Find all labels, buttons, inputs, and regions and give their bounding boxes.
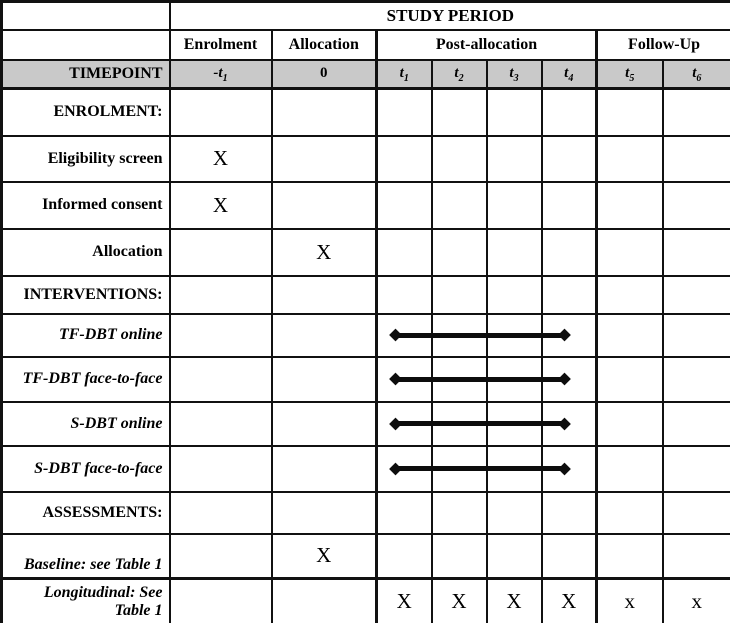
empty-cell — [597, 182, 663, 229]
timepoint-header: TIMEPOINT — [2, 60, 170, 89]
timepoint-t4: $t_4$ — [542, 60, 597, 89]
empty-cell — [272, 276, 377, 314]
empty-cell — [487, 136, 542, 182]
empty-cell — [272, 89, 377, 136]
empty-cell — [377, 229, 432, 276]
empty-cell — [663, 229, 730, 276]
empty-cell — [377, 534, 432, 579]
empty-cell — [597, 492, 663, 534]
empty-cell — [487, 534, 542, 579]
row-allocation — [2, 229, 730, 276]
empty-cell — [432, 136, 487, 182]
row-label-baseline: Baseline: see Table 1 — [2, 534, 170, 579]
row-interventions-section — [2, 276, 730, 314]
empty-cell — [597, 89, 663, 136]
empty-cell — [487, 276, 542, 314]
empty-cell — [377, 276, 432, 314]
empty-cell — [432, 229, 487, 276]
timepoint-row — [2, 60, 730, 89]
empty-cell — [272, 136, 377, 182]
duration-arrow-s-dbt-online — [396, 421, 564, 426]
timepoint-t3: $t_3$ — [487, 60, 542, 89]
empty-cell — [487, 492, 542, 534]
empty-cell — [597, 357, 663, 402]
row-enrolment-section — [2, 89, 730, 136]
timepoint-t5: $t_5$ — [597, 60, 663, 89]
empty-cell — [170, 229, 272, 276]
empty-cell — [432, 534, 487, 579]
empty-cell — [663, 276, 730, 314]
row-label-s-dbt-online: S-DBT online — [2, 402, 170, 446]
empty-cell — [170, 446, 272, 492]
row-label-enrolment-section: ENROLMENT: — [2, 89, 170, 136]
duration-arrow-tf-dbt-online — [396, 333, 564, 338]
empty-cell — [542, 492, 597, 534]
schedule-body — [2, 89, 730, 623]
empty-cell — [377, 89, 432, 136]
phase-corner-cell — [2, 30, 170, 60]
empty-cell — [487, 229, 542, 276]
empty-cell — [377, 357, 432, 402]
empty-cell — [272, 357, 377, 402]
phase-allocation: Allocation — [272, 30, 377, 60]
phase-post-allocation: Post-allocation — [377, 30, 597, 60]
empty-cell — [170, 402, 272, 446]
empty-cell — [432, 276, 487, 314]
empty-cell — [377, 402, 432, 446]
empty-cell — [542, 89, 597, 136]
row-s-dbt-face-to-face — [2, 446, 730, 492]
x-mark-cell: X — [542, 579, 597, 623]
empty-cell — [663, 182, 730, 229]
x-mark-cell: X — [377, 579, 432, 623]
empty-cell — [542, 534, 597, 579]
row-informed-consent — [2, 182, 730, 229]
empty-cell — [597, 446, 663, 492]
row-label-tf-dbt-face-to-face: TF-DBT face-to-face — [2, 357, 170, 402]
empty-cell — [597, 229, 663, 276]
empty-cell — [170, 534, 272, 579]
row-label-s-dbt-face-to-face: S-DBT face-to-face — [2, 446, 170, 492]
empty-cell — [377, 446, 432, 492]
phase-follow-up: Follow-Up — [597, 30, 730, 60]
empty-cell — [377, 492, 432, 534]
empty-cell — [272, 182, 377, 229]
row-label-eligibility-screen: Eligibility screen — [2, 136, 170, 182]
empty-cell — [170, 314, 272, 357]
empty-cell — [663, 136, 730, 182]
row-label-assessments-section: ASSESSMENTS: — [2, 492, 170, 534]
timepoint-t1: $t_1$ — [377, 60, 432, 89]
x-mark-cell: X — [170, 136, 272, 182]
empty-cell — [432, 89, 487, 136]
study-period-title: STUDY PERIOD — [170, 2, 730, 30]
empty-cell — [542, 276, 597, 314]
duration-arrow-tf-dbt-face-to-face — [396, 377, 564, 382]
empty-cell — [487, 182, 542, 229]
empty-cell — [377, 182, 432, 229]
empty-cell — [542, 136, 597, 182]
row-tf-dbt-online — [2, 314, 730, 357]
empty-cell — [272, 446, 377, 492]
empty-cell — [487, 89, 542, 136]
row-tf-dbt-face-to-face — [2, 357, 730, 402]
x-mark-cell: X — [272, 534, 377, 579]
duration-arrow-s-dbt-face-to-face — [396, 466, 564, 471]
x-mark-cell: X — [272, 229, 377, 276]
timepoint-t2: $t_2$ — [432, 60, 487, 89]
empty-cell — [663, 492, 730, 534]
empty-cell — [663, 314, 730, 357]
timepoint-t6: $t_6$ — [663, 60, 730, 89]
empty-cell — [663, 357, 730, 402]
row-label-longitudinal: Longitudinal: See Table 1 — [2, 579, 170, 623]
timepoint-0: 0 — [272, 60, 377, 89]
phase-enrolment: Enrolment — [170, 30, 272, 60]
empty-cell — [272, 492, 377, 534]
empty-cell — [597, 402, 663, 446]
empty-cell — [663, 89, 730, 136]
empty-cell — [377, 314, 432, 357]
empty-cell — [170, 89, 272, 136]
x-mark-cell: x — [663, 579, 730, 623]
row-longitudinal — [2, 579, 730, 623]
corner-cell — [2, 2, 170, 30]
row-label-tf-dbt-online: TF-DBT online — [2, 314, 170, 357]
empty-cell — [542, 229, 597, 276]
empty-cell — [170, 492, 272, 534]
row-label-allocation: Allocation — [2, 229, 170, 276]
empty-cell — [170, 357, 272, 402]
study-period-row — [2, 2, 730, 30]
empty-cell — [272, 402, 377, 446]
empty-cell — [663, 446, 730, 492]
x-mark-cell: X — [432, 579, 487, 623]
empty-cell — [663, 402, 730, 446]
x-mark-cell: X — [170, 182, 272, 229]
empty-cell — [432, 182, 487, 229]
row-s-dbt-online — [2, 402, 730, 446]
row-eligibility-screen — [2, 136, 730, 182]
empty-cell — [597, 136, 663, 182]
empty-cell — [542, 182, 597, 229]
empty-cell — [597, 276, 663, 314]
empty-cell — [663, 534, 730, 579]
row-assessments-section — [2, 492, 730, 534]
row-label-informed-consent: Informed consent — [2, 182, 170, 229]
row-baseline — [2, 534, 730, 579]
empty-cell — [597, 534, 663, 579]
row-label-interventions-section: INTERVENTIONS: — [2, 276, 170, 314]
x-mark-cell: X — [487, 579, 542, 623]
phase-header-row — [2, 30, 730, 60]
empty-cell — [170, 276, 272, 314]
timepoint-minus-t1: $-t_1$ — [170, 60, 272, 89]
empty-cell — [170, 579, 272, 623]
empty-cell — [272, 579, 377, 623]
x-mark-cell: x — [597, 579, 663, 623]
empty-cell — [597, 314, 663, 357]
empty-cell — [272, 314, 377, 357]
empty-cell — [432, 492, 487, 534]
empty-cell — [377, 136, 432, 182]
